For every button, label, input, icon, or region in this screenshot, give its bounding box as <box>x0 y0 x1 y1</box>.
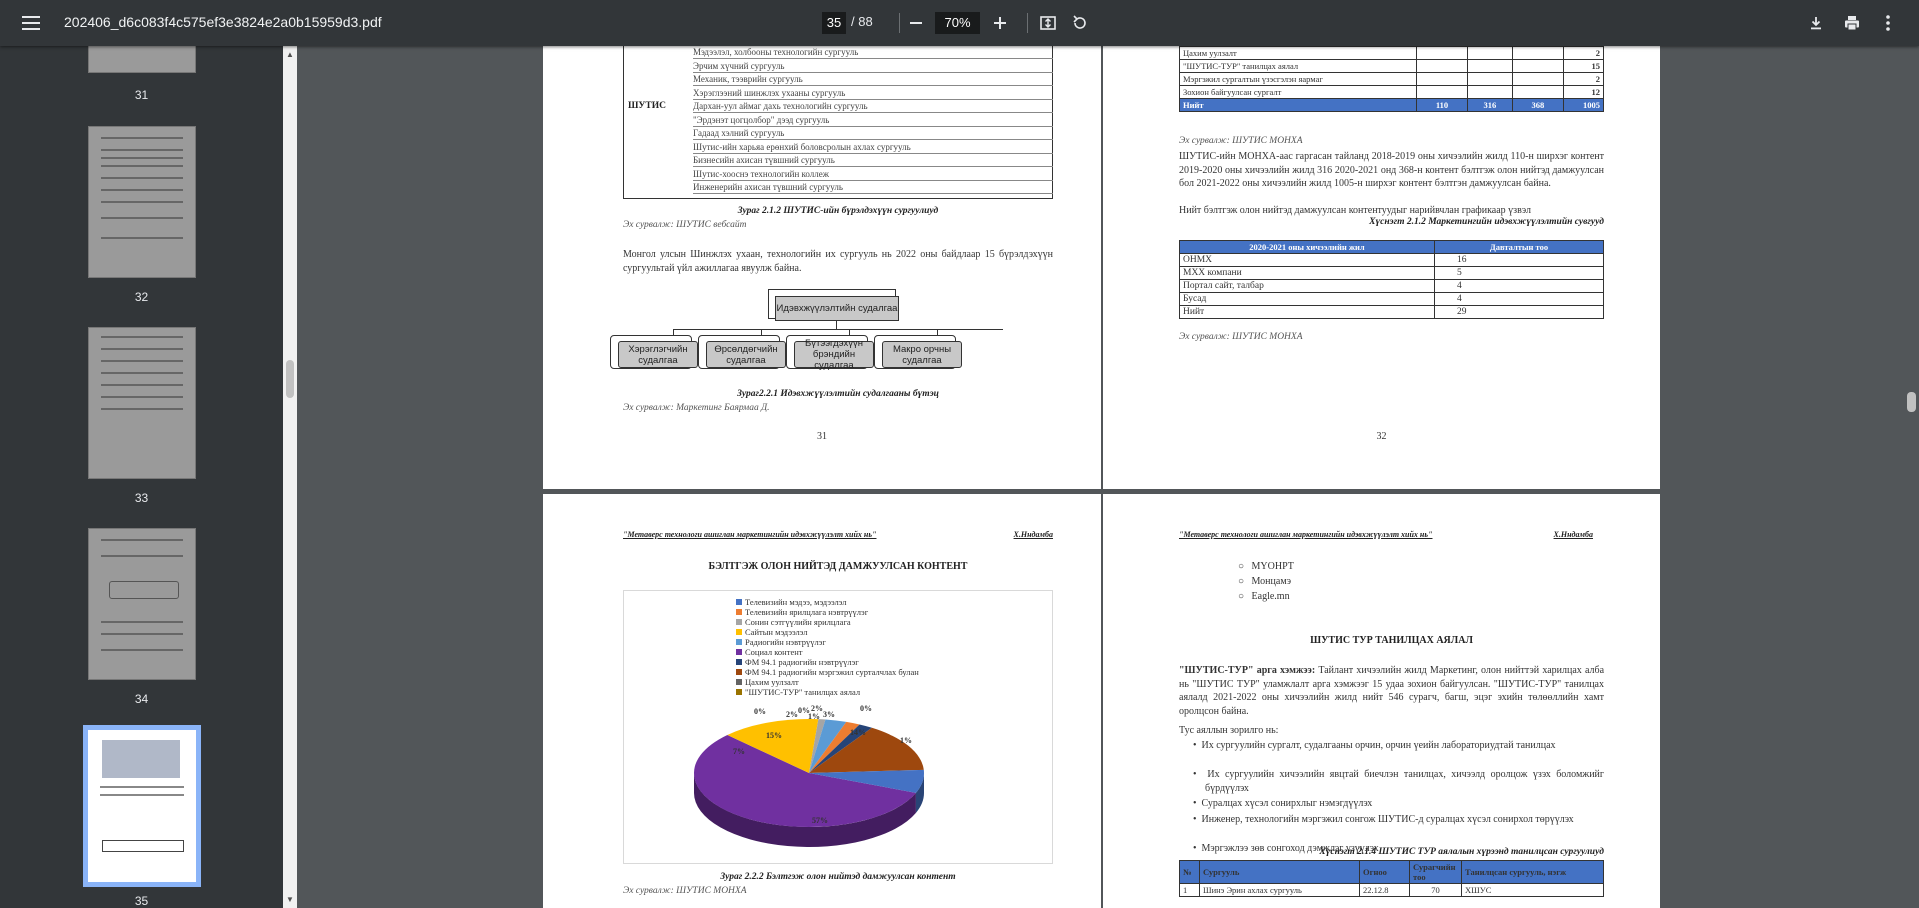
intro-paragraph <box>1179 664 1604 718</box>
thumbnail-label: 35 <box>134 894 149 908</box>
pie-data-label: 7% <box>733 747 745 756</box>
table-caption: Хүснэгт 2.1.4 ШУТИС ТУР аялалын хүрээнд танилцсан сургуулиуд <box>1319 847 1604 857</box>
pie-data-label: 2% <box>786 710 798 719</box>
diagram-caption: Зураг2.2.1 Идэвхжүүлэлтийн судалгааны бүтэц <box>737 389 939 399</box>
thumbnail-label: 34 <box>134 692 149 706</box>
pie-chart-frame <box>623 590 1053 864</box>
legend-label: Телевизийн мэдээ, мэдээлэл <box>745 597 847 607</box>
table-row: МХХ компани 5 <box>1180 267 1604 280</box>
pie-data-label: 14% <box>850 728 866 737</box>
thumbnail-label: 32 <box>134 290 149 304</box>
legend-label: Телевизийн ярилцлага нэвтрүүлэг <box>745 607 869 617</box>
media-list-item: ○ Eagle.mn <box>1238 591 1290 602</box>
scroll-down-icon[interactable]: ▼ <box>286 895 294 904</box>
pdf-page-33 <box>543 494 1101 908</box>
table-source: Эх сурвалж: ШУТИС МОНХА <box>1179 136 1303 146</box>
pdf-toolbar <box>0 0 1919 46</box>
scroll-up-icon[interactable]: ▲ <box>286 50 294 59</box>
pie-data-label: 1% <box>808 712 820 721</box>
school-row: Эрчим хүчний сургууль <box>693 60 1053 73</box>
sidebar-scroll-thumb[interactable] <box>286 360 294 398</box>
table-row: Нийт 29 <box>1180 306 1604 319</box>
body-paragraph-2: Нийт бэлтгэж олон нийтэд дамжуулсан контентуудыг нарийвчлан графикаар үзвэл <box>1179 205 1531 216</box>
tour-table <box>1179 860 1604 897</box>
table-row: Мэргэжил сургалтын үзэсгэлэн яармаг 2 <box>1180 73 1604 86</box>
goal-bullet: • Их сургуулийн сургалт, судалгааны орчин, орчин үеийн лабораториудтай танилцах <box>1193 740 1556 751</box>
legend-label: Социал контент <box>745 647 803 657</box>
pie-data-label: 2% <box>811 704 823 713</box>
toolbar-divider <box>1027 13 1028 33</box>
document-title: 202406_d6c083f4c575ef3e3824e2a0b15959d3.pdf <box>64 14 382 30</box>
download-icon[interactable] <box>1804 11 1828 35</box>
thumbnail-label: 33 <box>134 491 149 505</box>
diagram-root-box: Идэвхжүүлэлтийн судалгаа <box>775 296 899 321</box>
main-scrollbar[interactable] <box>1903 46 1919 908</box>
toolbar-divider <box>899 13 900 33</box>
tour-table-row: 1 Шинэ Эрин ахлах сургууль 22.12.8 70 ХШУС <box>1180 884 1604 897</box>
diagram-child-box: Макро орчны судалгаа <box>882 341 962 368</box>
school-row: Бизнесийн ахисан түвшний сургууль <box>693 154 1053 167</box>
channels-table <box>1179 240 1604 319</box>
school-row: Дархан-уул аймаг дахь технологийн сургууль <box>693 100 1053 113</box>
chart-heading: БЭЛТГЭЖ ОЛОН НИЙТЭД ДАМЖУУЛСАН КОНТЕНТ <box>708 561 968 572</box>
legend-label: Сайтын мэдээлэл <box>745 627 808 637</box>
contents-count-table <box>1179 46 1604 112</box>
page-number-input[interactable]: 35 <box>822 12 846 34</box>
pie-data-label: 0% <box>798 706 810 715</box>
school-row: Мэдээлэл, холбооны технологийн сургууль <box>693 46 1053 59</box>
thumbnail-label: 31 <box>134 88 149 102</box>
figure-source: Эх сурвалж: ШУТИС МОНХА <box>623 886 747 896</box>
pie-data-label: 15% <box>766 731 782 740</box>
legend-label: Сонин сэтгүүлийн ярилцлага <box>745 617 851 627</box>
pie-data-label: 0% <box>754 707 766 716</box>
page-thumbnail[interactable] <box>88 46 196 73</box>
zoom-out-icon[interactable] <box>904 11 928 35</box>
table-row: Бусад 4 <box>1180 293 1604 306</box>
school-row: Шутис-ийн харьяа ерөнхий боловсролын ахлах сургууль <box>693 141 1053 154</box>
page-thumbnail-selected[interactable] <box>83 725 201 887</box>
page-total: / 88 <box>851 14 873 29</box>
school-row: Инженерийн ахисан түвшний сургууль <box>693 181 1053 194</box>
zoom-in-icon[interactable] <box>988 11 1012 35</box>
running-header-left: "Метаверс технологи ашиглан маркетингийн идэвхжүүлэлт хийх нь" <box>1179 530 1433 539</box>
legend-label: ФМ 94.1 радиогийн мэргэжил сурталчлах булан <box>745 667 919 677</box>
running-header <box>1179 530 1593 539</box>
table-total-row: Нийт 110 316 368 1005 <box>1180 99 1604 112</box>
legend-label: ФМ 94.1 радиогийн нэвтрүүлэг <box>745 657 859 667</box>
pdf-page-31 <box>543 46 1101 489</box>
pdf-page-32 <box>1103 46 1660 489</box>
table-header-row: 2020-2021 оны хичээлийн жил Давталтын тоо <box>1180 241 1604 254</box>
table-row: Портал сайт, талбар 4 <box>1180 280 1604 293</box>
media-list-item: ○ Монцамэ <box>1238 576 1292 587</box>
diagram-child-box: Өрсөлдөгчийн судалгаа <box>706 341 786 368</box>
legend-label: Цахим уулзалт <box>745 677 799 687</box>
table-row: Зохион байгуулсан сургалт 12 <box>1180 86 1604 99</box>
table-row: Цахим уулзалт 2 <box>1180 47 1604 60</box>
main-scroll-thumb[interactable] <box>1907 392 1916 412</box>
goal-bullet: • Их сургуулийн хичээлийн явцтай биечлэн танилцах, хичээлд оролцож үзэх боломжийг бүрдүүлэх <box>1193 769 1604 794</box>
table-source-2: Эх сурвалж: ШУТИС МОНХА <box>1179 332 1303 342</box>
pdf-page-34 <box>1103 494 1660 908</box>
thumbnail-sidebar <box>0 46 283 908</box>
goals-title: Тус аяллын зорилго нь: <box>1179 725 1279 736</box>
diagram-child-box: Бүтээгдэхүүн брэндийн судалгаа <box>794 341 874 368</box>
page-thumbnail[interactable] <box>88 528 196 680</box>
running-header-right: Х.Нндамба <box>1553 530 1593 539</box>
diagram-child-box: Хэрэглэгчийн судалгаа <box>618 341 698 368</box>
school-row: Механик, тээврийн сургууль <box>693 73 1053 86</box>
school-row: Хэрэглээний шинжлэх ухааны сургууль <box>693 87 1053 100</box>
page-thumbnail[interactable] <box>88 327 196 479</box>
rotate-icon[interactable] <box>1068 11 1092 35</box>
diagram-source: Эх сурвалж: Маркетинг Баярмаа Д. <box>623 403 770 413</box>
pie-data-label: 3% <box>823 710 835 719</box>
body-paragraph: Монгол улсын Шинжлэх ухаан, технологийн их сургууль нь 2022 оны байдлаар 15 бүрэлдэхүүн сургуультай үйл ажиллагаа явуулж байна. <box>623 249 1053 274</box>
legend-label: Радиогийн нэвтрүүлэг <box>745 637 826 647</box>
fit-page-icon[interactable] <box>1036 11 1060 35</box>
figure-caption: Зураг 2.1.2 ШУТИС-ийн бүрэлдэхүүн сургуулиуд <box>737 206 939 216</box>
table-row: "ШУТИС-ТУР" танилцах аялал 15 <box>1180 60 1604 73</box>
body-paragraph: ШУТИС-ийн МОНХА-аас гаргасан тайланд 2018-2019 оны хичээлийн жилд 110-н ширхэг контент 2019-2020 оны хичээлийн жилд 316 2020-2021 онд 368-н контент бэлтгэж олон нийтэд дамжуулсан бол 2021-2022 оны хичээлийн жилд 1005-н ширхэг контент бэлтгэн дамжуулсан байна. <box>1179 151 1604 189</box>
goal-bullet: • Мэргэжлээ зөв сонгоход дэмжлэг үзүүлэх <box>1193 843 1379 854</box>
running-header <box>623 530 1053 539</box>
page-number: 31 <box>817 431 827 442</box>
intro-text: Тайлант хичээлийн жилд Маркетинг, олон нийттэй харилцах алба нь "ШУТИС ТУР" уламжлалт арга хэмжээг 15 удаа зохион байгуулсан. "ШУТИС-ТУР" танилцах аялалд 2021-2022 оны хичээлийн жилд нийт 546 сурагч, багш, эцэг эхийн төлөөллийн хамт оролцсон байна. <box>1179 665 1605 717</box>
pie-chart <box>624 591 1054 865</box>
tour-table-header: № Сургууль Огноо Сурагчийн тоо Танилцсан сургууль, нэгж <box>1180 861 1604 884</box>
running-header-left: "Метаверс технологи ашиглан маркетингийн идэвхжүүлэлт хийх нь" <box>623 530 877 539</box>
goal-bullet: • Суралцах хүсэл сонирхлыг нэмэгдүүлэх <box>1193 798 1373 809</box>
figure-caption: Зураг 2.2.2 Бэлтгэж олон нийтэд дамжуулсан контент <box>720 872 956 882</box>
pie-data-label: 57% <box>812 816 828 825</box>
sidebar-scrollbar[interactable] <box>283 46 297 908</box>
intro-bold: "ШУТИС-ТУР" арга хэмжээ: <box>1179 665 1316 676</box>
page-number: 32 <box>1376 431 1387 442</box>
zoom-level-input[interactable]: 70% <box>935 12 980 34</box>
goal-bullet: • Инженер, технологийн мэргэжил сонгож ШУТИС-д суралцах хүсэл сонирхол төрүүлэх <box>1193 814 1574 825</box>
section-heading: ШУТИС ТУР ТАНИЛЦАХ АЯЛАЛ <box>1310 635 1473 646</box>
table-caption: Хүснэгт 2.1.2 Маркетингийн идэвхжүүлэлтийн сувгууд <box>1369 217 1604 227</box>
school-row: Гадаад хэлний сургууль <box>693 127 1053 140</box>
school-row: "Эрдэнэт цогцолбор" дээд сургууль <box>693 114 1053 127</box>
school-row: Шутис-хооснэ технологийн коллеж <box>693 168 1053 181</box>
page-thumbnail[interactable] <box>88 126 196 278</box>
figure-source: Эх сурвалж: ШУТИС вебсайт <box>623 220 747 230</box>
table-row: ОНМХ 16 <box>1180 254 1604 267</box>
pie-data-label: 0% <box>860 704 872 713</box>
running-header-right: Х.Нндамба <box>1013 530 1053 539</box>
legend-label: "ШУТИС-ТУР" танилцах аялал <box>745 687 861 697</box>
more-icon[interactable] <box>1876 11 1900 35</box>
table-label: ШУТИС <box>628 101 666 111</box>
media-list-item: ○ МҮОНРТ <box>1238 561 1294 572</box>
pie-data-label: 1% <box>900 736 912 745</box>
print-icon[interactable] <box>1840 11 1864 35</box>
menu-icon[interactable] <box>20 12 42 34</box>
